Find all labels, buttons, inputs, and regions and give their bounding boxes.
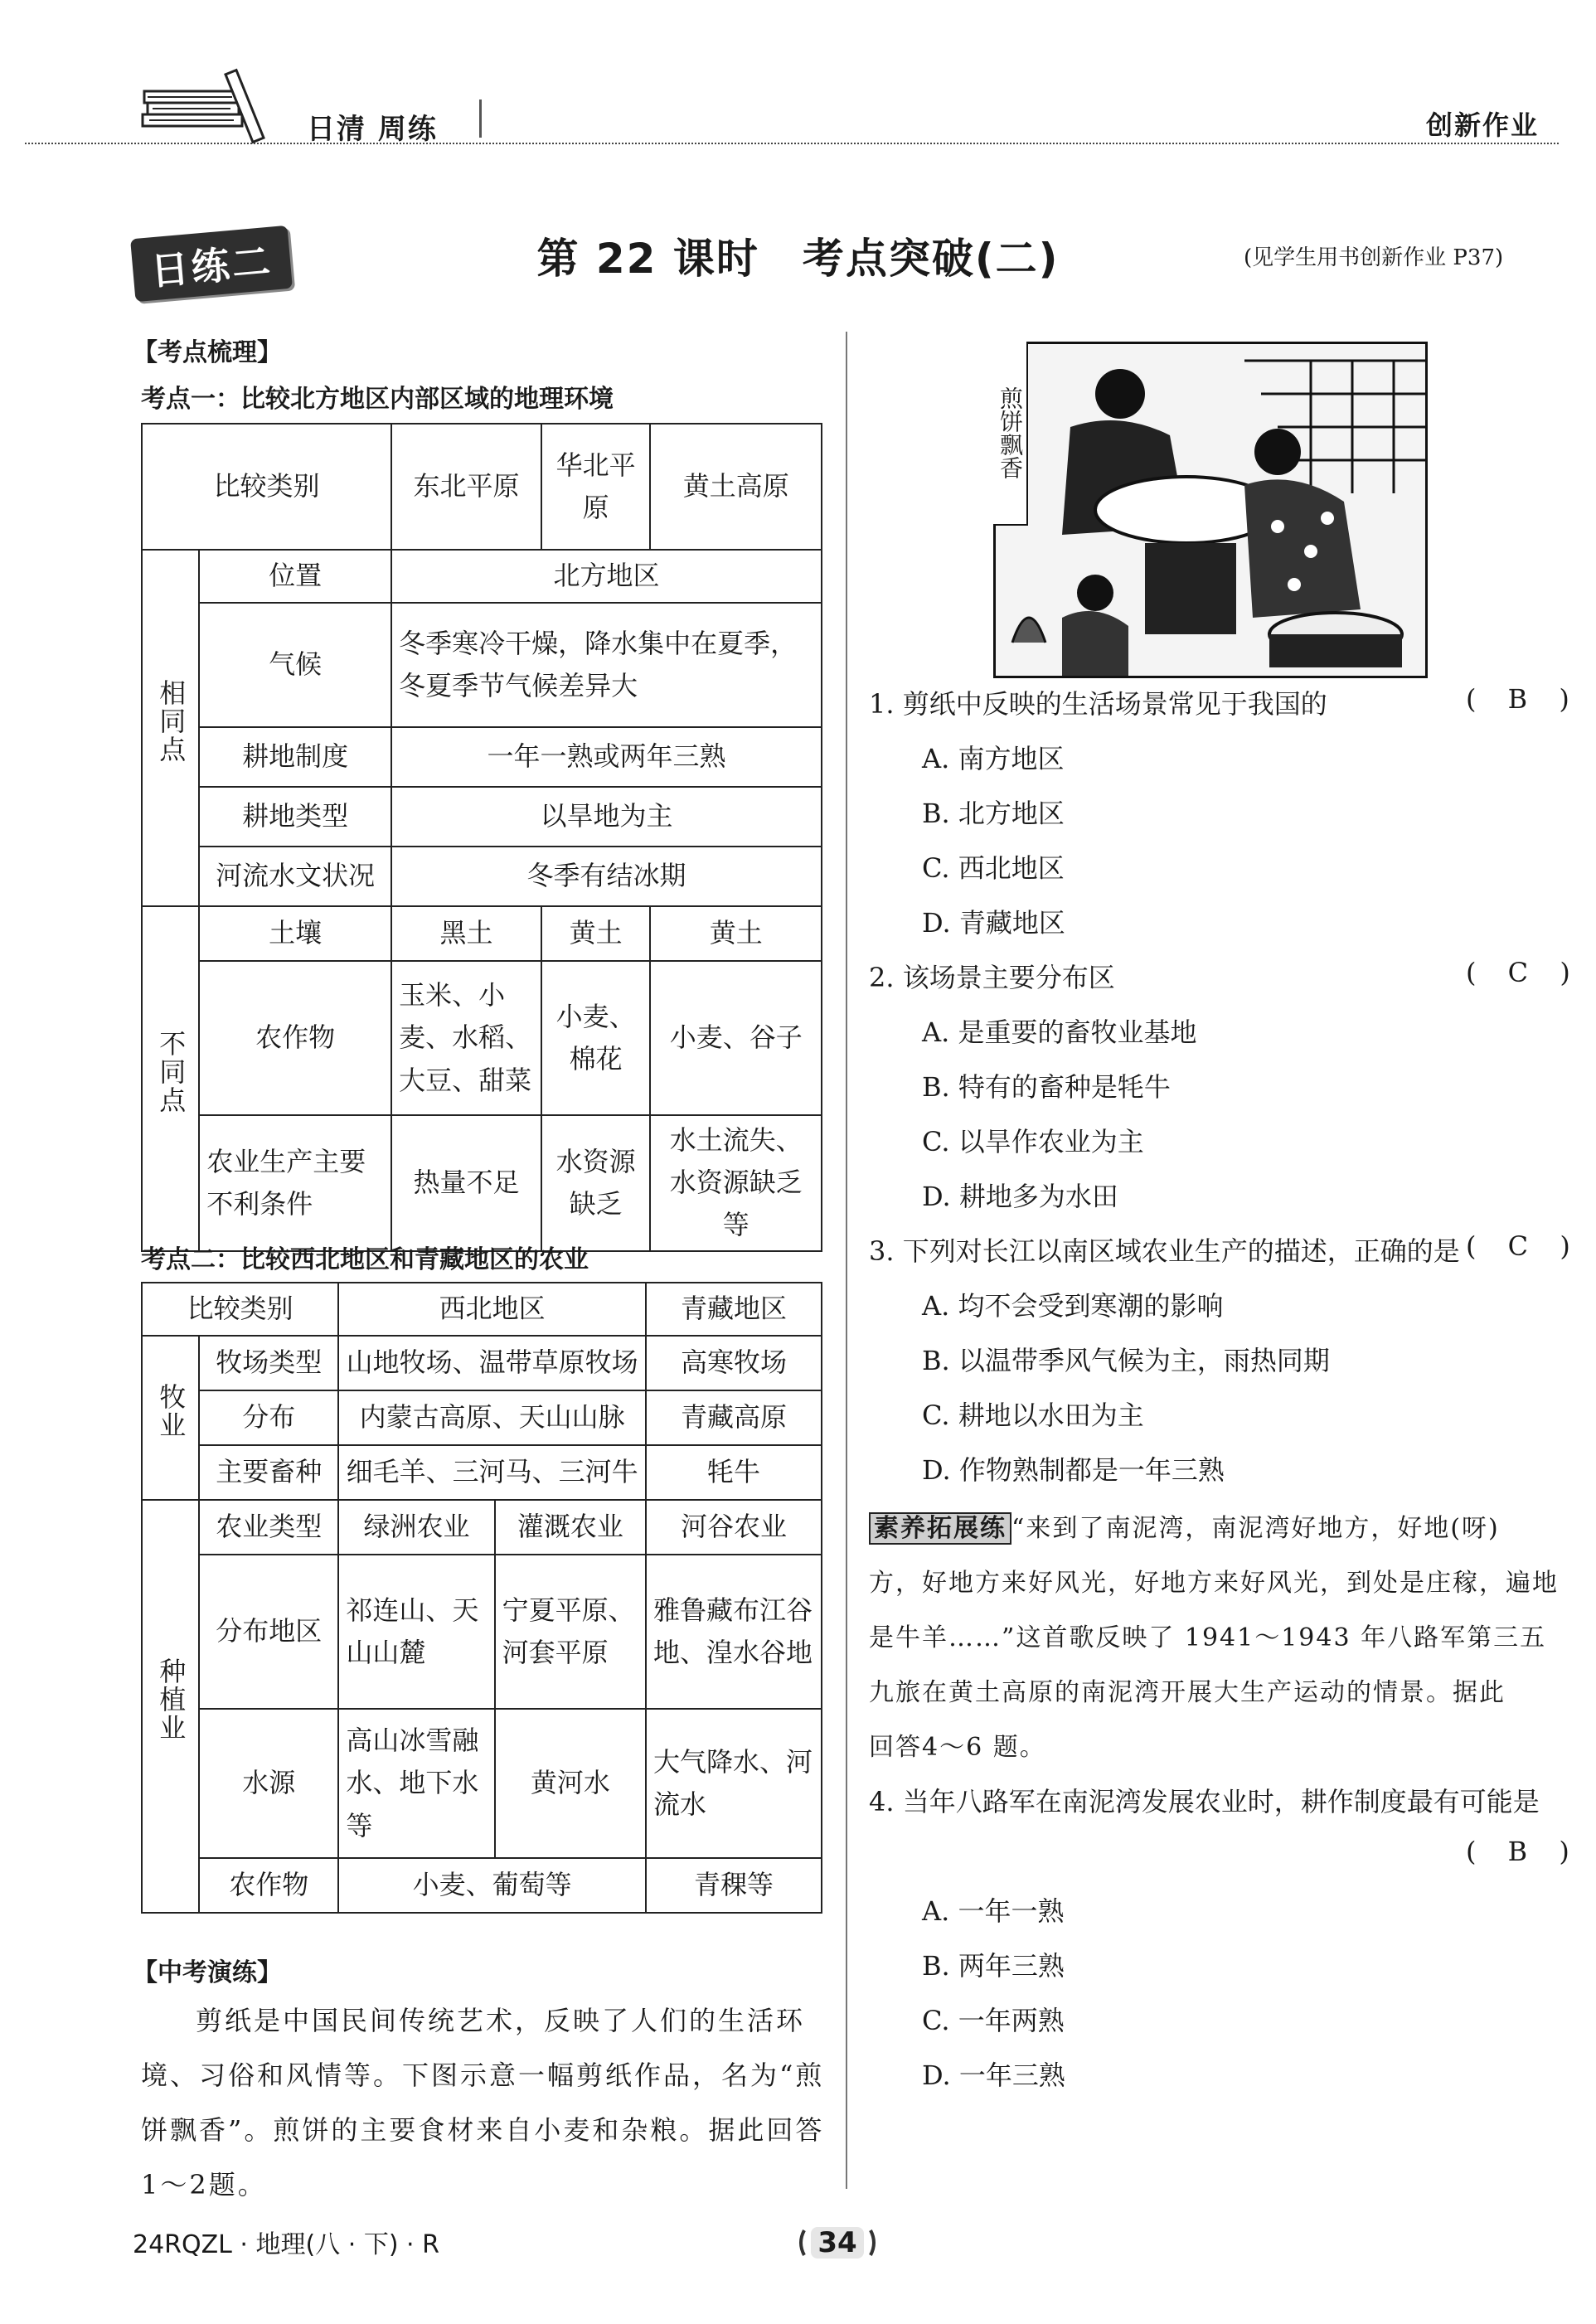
kp1-same-item: 位置 [199,550,391,603]
kp2-cell: 宁夏平原、河套平原 [495,1555,646,1709]
kp1-same-value: 冬季寒冷干燥，降水集中在夏季，冬夏季节气候差异大 [391,603,822,727]
kp1-diff-cell: 水资源缺乏 [541,1115,650,1251]
kp1-table [141,423,822,1252]
question-1-option: C. 西北地区 [922,852,1065,884]
lesson-title: 第 22 课时 考点突破(二) [536,235,1060,283]
extension-line: 方，好地方来好风光，好地方来好风光，到处是庄稼，遍地 [869,1569,1559,1598]
kp2-cell: 绿洲农业 [338,1500,494,1555]
kp2-cell: 河谷农业 [646,1500,822,1555]
question-2-option: A. 是重要的畜牧业基地 [922,1016,1197,1048]
kp2-item: 牧场类型 [199,1336,338,1390]
kp2-item: 农作物 [199,1858,338,1913]
question-2-option: D. 耕地多为水田 [922,1181,1118,1212]
daily-exercise-badge: 日练二 [130,226,293,302]
question-3-answer: ( C ) [1466,1230,1582,1262]
question-1-option: A. 南方地区 [922,743,1065,774]
kp1-diff-cell: 热量不足 [391,1115,541,1251]
kp1-diff-cell: 黑土 [391,906,541,961]
kp1-diff-cell: 小麦、谷子 [650,961,822,1115]
image-caption: 煎饼飘香 [993,342,1028,526]
kp2-pasture-label: 牧业 [142,1336,199,1500]
kp2-cell: 黄河水 [495,1709,646,1858]
kp1-diff-cell: 小麦、棉花 [541,961,650,1115]
lesson-reference: (见学生用书创新作业 P37) [1244,245,1504,270]
question-2-option: B. 特有的畜种是牦牛 [922,1071,1171,1103]
kp2-table [141,1282,822,1914]
extension-first-line [869,1507,1500,1544]
header-section-label: 创新作业 [1426,109,1540,141]
kp2-cell: 高山冰雪融水、地下水等 [338,1709,494,1858]
kp1-same-item: 河流水文状况 [199,847,391,906]
question-4-option: B. 两年三熟 [922,1950,1065,1982]
kp2-cell: 灌溉农业 [495,1500,646,1555]
kp1-same-value: 以旱地为主 [391,787,822,847]
kp1-same-item: 耕地制度 [199,727,391,787]
question-2-answer: ( C ) [1466,957,1582,988]
question-3-option: A. 均不会受到寒潮的影响 [922,1290,1224,1322]
kp1-diff-cell: 黄土 [541,906,650,961]
extension-line: 是牛羊……”这首歌反映了 1941～1943 年八路军第三五 [869,1623,1547,1652]
kp1-heading: 考点一：比较北方地区内部区域的地理环境 [141,385,614,414]
extension-line: 回答4～6 题。 [869,1733,1046,1762]
question-4-stem: 4. 当年八路军在南泥湾发展农业时，耕作制度最有可能是 [869,1786,1540,1817]
kp1-head-northeast: 东北平原 [391,424,541,550]
kp2-planting-label: 种植业 [142,1500,199,1913]
question-4-answer: ( B ) [1466,1836,1581,1867]
kp1-same-label: 相同点 [142,550,199,906]
column-divider [846,332,847,2189]
kp2-cell: 山地牧场、温带草原牧场 [338,1336,646,1390]
kp2-cell: 小麦、葡萄等 [338,1858,646,1913]
kp2-cell: 细毛羊、三河马、三河牛 [338,1445,646,1500]
kp1-diff-label: 不同点 [142,906,199,1251]
kp1-same-item: 气候 [199,603,391,727]
kp1-header-row [142,424,822,550]
kp1-head-north-china: 华北平原 [541,424,650,550]
kp2-item: 主要畜种 [199,1445,338,1500]
question-4-option: A. 一年一熟 [922,1895,1065,1927]
kp2-item: 水源 [199,1709,338,1858]
kp2-head-northwest: 西北地区 [338,1283,646,1336]
question-4-option: C. 一年两熟 [922,2005,1065,2036]
footer-book-code: 24RQZL · 地理(八 · 下) · R [133,2230,439,2259]
kp2-cell: 内蒙古高原、天山山脉 [338,1390,646,1445]
intro-paragraph: 剪纸是中国民间传统艺术，反映了人们的生活环境、习俗和风情等。下图示意一幅剪纸作品，名为“煎饼飘香”。煎饼的主要食材来自小麦和杂粮。据此回答1～2题。 [141,2005,825,2200]
kp1-same-item: 耕地类型 [199,787,391,847]
kp1-head-category: 比较类别 [142,424,391,550]
header-rule [25,143,1559,144]
section-review-heading: 【考点梳理】 [133,338,282,367]
kp1-head-loess: 黄土高原 [650,424,822,550]
question-3-option: B. 以温带季风气候为主，雨热同期 [922,1345,1330,1376]
paper-cut-image [993,342,1428,678]
page-number-text: 34 [817,2226,857,2259]
kp1-diff-item: 土壤 [199,906,391,961]
kp1-diff-cell: 玉米、小麦、水稻、大豆、甜菜 [391,961,541,1115]
kp2-item: 分布 [199,1390,338,1445]
kp2-cell: 大气降水、河流水 [646,1709,822,1858]
question-1-option: D. 青藏地区 [922,907,1065,939]
kp1-same-value: 冬季有结冰期 [391,847,822,906]
extension-line: 九旅在黄土高原的南泥湾开展大生产运动的情景。据此 [869,1678,1506,1707]
kp1-same-value: 一年一熟或两年三熟 [391,727,822,787]
question-3-stem: 3. 下列对长江以南区域农业生产的描述，正确的是 [869,1235,1460,1267]
question-2-option: C. 以旱作农业为主 [922,1126,1144,1157]
header-separator [479,99,482,138]
header-brand: 日清 周练 [307,113,438,146]
kp1-same-value: 北方地区 [391,550,822,603]
kp1-diff-cell: 黄土 [650,906,822,961]
kp2-cell: 牦牛 [646,1445,822,1500]
question-1-stem: 1. 剪纸中反映的生活场景常见于我国的 [869,688,1327,720]
kp2-item: 分布地区 [199,1555,338,1709]
kp2-cell: 祁连山、天山山麓 [338,1555,494,1709]
kp2-heading: 考点二：比较西北地区和青藏地区的农业 [141,1245,589,1274]
kp1-diff-item: 农业生产主要不利条件 [199,1115,391,1251]
header-books-logo [141,65,282,144]
extension-tag: 素养拓展练 [869,1512,1011,1545]
kp1-diff-cell: 水土流失、水资源缺乏等 [650,1115,822,1251]
question-3-option: C. 耕地以水田为主 [922,1400,1144,1431]
question-1-option: B. 北方地区 [922,798,1065,829]
kp2-item: 农业类型 [199,1500,338,1555]
kp2-cell: 高寒牧场 [646,1336,822,1390]
question-3-option: D. 作物熟制都是一年三熟 [922,1454,1225,1486]
page-number [796,2222,879,2263]
kp2-cell: 青藏高原 [646,1390,822,1445]
kp1-diff-item: 农作物 [199,961,391,1115]
kp2-head-qinghai-tibet: 青藏地区 [646,1283,822,1336]
kp2-head-category: 比较类别 [142,1283,338,1336]
extension-text: “来到了南泥湾，南泥湾好地方，好地(呀) [1011,1514,1500,1543]
question-2-stem: 2. 该场景主要分布区 [869,962,1115,993]
kp2-cell: 雅鲁藏布江谷地、湟水谷地 [646,1555,822,1709]
kp2-cell: 青稞等 [646,1858,822,1913]
question-1-answer: ( B ) [1466,683,1581,715]
question-4-option: D. 一年三熟 [922,2060,1065,2091]
section-exam-practice-heading: 【中考演练】 [133,1958,282,1987]
